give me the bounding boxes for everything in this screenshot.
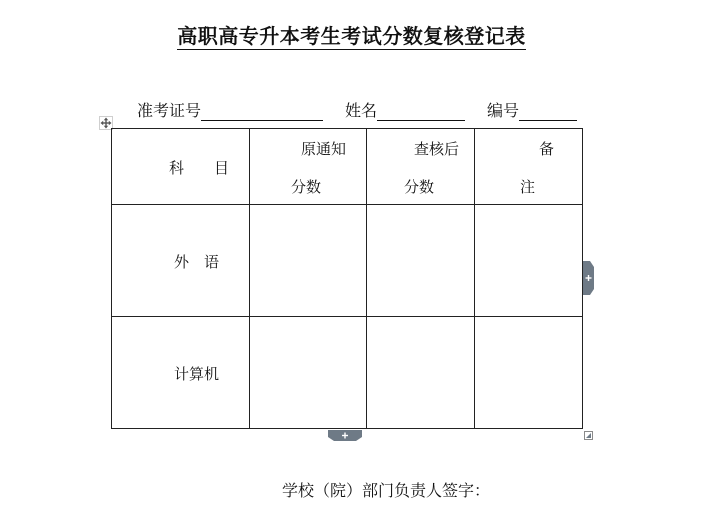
row-foreign-language-remark-cell[interactable] [475,205,583,317]
document-title [0,20,703,49]
header-original-line2: 分数 [291,178,322,196]
row-foreign-language-original-cell[interactable] [250,205,367,317]
header-remark-line2: 注 [520,178,536,196]
table-header-row [112,129,583,205]
info-line [137,98,577,121]
document-title-text: 高职高专升本考生考试分数复核登记表 [177,24,526,48]
name-label: 姓名 [345,101,378,120]
header-original-score-cell[interactable] [250,129,367,205]
name-blank[interactable] [377,102,465,121]
header-subject-cell[interactable] [112,129,250,205]
exam-id-label: 准考证号 [137,101,202,120]
resize-corner-icon[interactable] [584,431,593,440]
row-foreign-language-subject-cell[interactable] [112,205,250,317]
table-row [112,317,583,429]
signature-label: 学校（院）部门负责人签字： [282,481,491,500]
row-computer-subject: 计算机 [174,365,220,383]
table-row [112,205,583,317]
header-checked-line2: 分数 [404,178,435,196]
add-row-plus-icon[interactable] [328,430,362,441]
row-computer-remark-cell[interactable] [475,317,583,429]
row-foreign-language-subject: 外 语 [174,253,220,271]
number-label: 编号 [487,101,520,120]
row-computer-original-cell[interactable] [250,317,367,429]
header-remark-cell[interactable] [475,129,583,205]
exam-id-blank[interactable] [201,102,323,121]
row-foreign-language-checked-cell[interactable] [367,205,475,317]
row-computer-subject-cell[interactable] [112,317,250,429]
row-computer-checked-cell[interactable] [367,317,475,429]
header-original-line1: 原通知 [301,140,347,158]
header-subject: 科 目 [169,159,230,177]
score-review-table [111,128,583,429]
add-column-plus-icon[interactable] [583,261,594,295]
header-checked-score-cell[interactable] [367,129,475,205]
header-remark-line1: 备 [539,140,555,158]
header-checked-line1: 查核后 [414,140,460,158]
number-blank[interactable] [519,102,577,121]
